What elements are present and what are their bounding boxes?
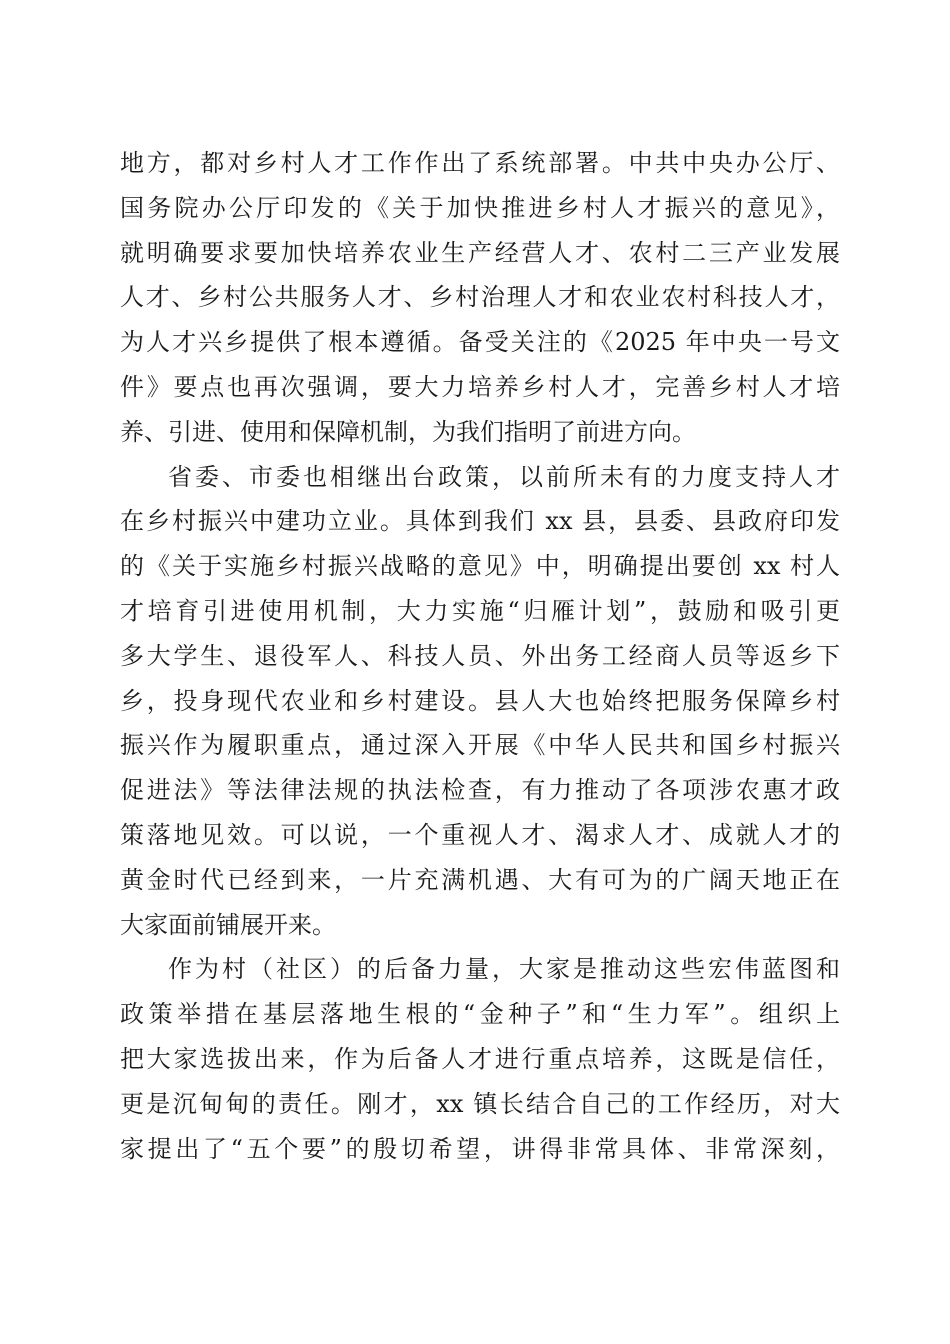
text-line: 件》要点也再次强调，要大力培养乡村人才，完善乡村人才培 [120, 372, 840, 401]
text-line: 养、引进、使用和保障机制，为我们指明了前进方向。 [120, 417, 696, 446]
text-line: 的《关于实施乡村振兴战略的意见》中，明确提出要创 xx 村人 [120, 552, 840, 581]
text-line: 作为村（社区）的后备力量，大家是推动这些宏伟蓝图和 [168, 955, 840, 984]
text-line: 省委、市委也相继出台政策，以前所未有的力度支持人才 [168, 462, 840, 491]
text-line: 把大家选拔出来，作为后备人才进行重点培养，这既是信任， [120, 1044, 840, 1073]
text-line: 黄金时代已经到来，一片充满机遇、大有可为的广阔天地正在 [120, 865, 840, 894]
text-line: 政策举措在基层落地生根的“金种子”和“生力军”。组织上 [120, 1000, 840, 1029]
text-line: 就明确要求要加快培养农业生产经营人才、农村二三产业发展 [120, 238, 840, 267]
text-line: 更是沉甸甸的责任。刚才，xx 镇长结合自己的工作经历，对大 [120, 1089, 840, 1118]
text-line: 人才、乡村公共服务人才、乡村治理人才和农业农村科技人才， [120, 283, 840, 312]
text-line: 地方，都对乡村人才工作作出了系统部署。中共中央办公厅、 [120, 149, 840, 177]
text-line: 多大学生、退役军人、科技人员、外出务工经商人员等返乡下 [120, 641, 840, 670]
text-line: 家提出了“五个要”的殷切希望，讲得非常具体、非常深刻， [120, 1134, 840, 1163]
text-line: 策落地见效。可以说，一个重视人才、渴求人才、成就人才的 [120, 820, 840, 849]
text-line: 为人才兴乡提供了根本遵循。备受关注的《2025 年中央一号文 [120, 328, 840, 357]
text-line: 在乡村振兴中建功立业。具体到我们 xx 县，县委、县政府印发 [120, 507, 840, 536]
body-text [120, 141, 840, 1171]
text-line: 振兴作为履职重点，通过深入开展《中华人民共和国乡村振兴 [120, 731, 840, 760]
text-line: 促进法》等法律法规的执法检查，有力推动了各项涉农惠才政 [120, 776, 840, 805]
text-line: 国务院办公厅印发的《关于加快推进乡村人才振兴的意见》， [120, 193, 840, 222]
text-line: 大家面前铺展开来。 [120, 910, 336, 939]
text-line: 乡，投身现代农业和乡村建设。县人大也始终把服务保障乡村 [120, 686, 840, 715]
text-line: 才培育引进使用机制，大力实施“归雁计划”，鼓励和吸引更 [120, 596, 840, 625]
